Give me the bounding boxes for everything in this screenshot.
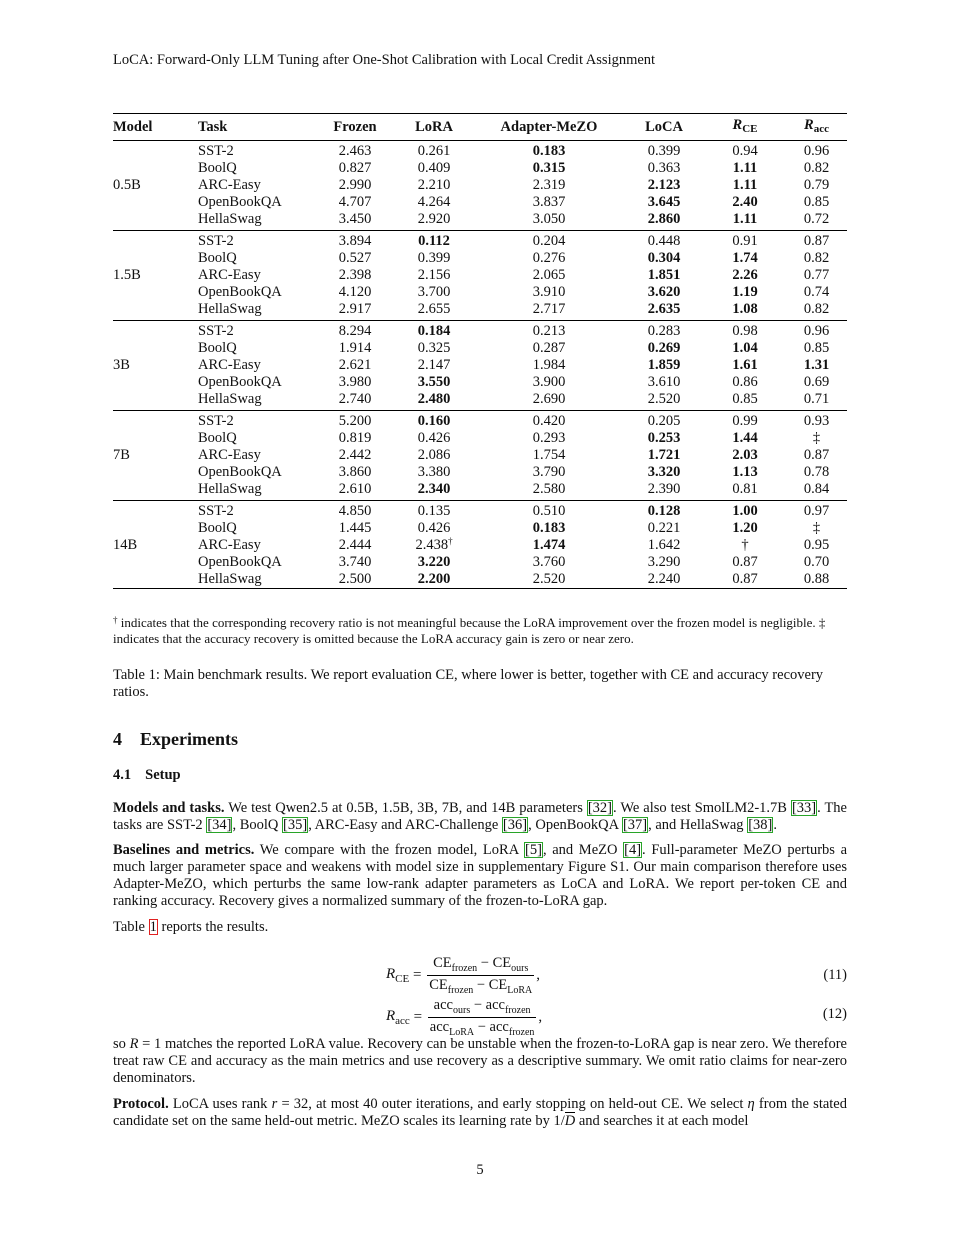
rce-cell: 1.08 xyxy=(704,301,786,321)
table-row xyxy=(113,160,847,177)
col-loca: LoCA xyxy=(624,114,704,141)
racc-cell: 0.82 xyxy=(803,160,830,176)
racc-cell: 0.82 xyxy=(803,250,830,266)
lora-cell: 2.200 xyxy=(394,571,474,589)
rce-cell: 1.19 xyxy=(732,284,758,300)
task-cell: HellaSwag xyxy=(198,211,316,231)
racc-cell: 0.88 xyxy=(786,571,847,589)
lora-cell: 0.409 xyxy=(417,160,451,176)
model-cell: 1.5B xyxy=(113,267,141,283)
results-table xyxy=(113,113,847,589)
equation-rce: $R_{CE}$ = $\frac{CE_{frozen} - CE_{ours}}{CE_{frozen} - CE_{LoRA}}$ , xyxy=(386,955,540,996)
lora-cell: 4.264 xyxy=(417,194,451,210)
loca-cell: 3.610 xyxy=(647,374,681,390)
frozen-cell: 8.294 xyxy=(338,323,372,339)
mezo-cell: 0.287 xyxy=(532,340,566,356)
model-cell xyxy=(113,430,198,447)
mezo-cell: 0.204 xyxy=(532,233,566,249)
lora-cell: 0.160 xyxy=(417,413,451,429)
model-cell xyxy=(113,321,198,341)
loca-cell: 2.860 xyxy=(624,211,704,231)
table-row xyxy=(113,177,847,194)
rce-cell: 1.13 xyxy=(732,464,758,480)
racc-cell: 0.96 xyxy=(803,143,830,159)
rce-cell: 1.44 xyxy=(732,430,758,446)
frozen-cell: 3.980 xyxy=(338,374,372,390)
mezo-cell: 1.984 xyxy=(532,357,566,373)
racc-cell: ‡ xyxy=(812,430,821,446)
mezo-cell: 0.420 xyxy=(532,413,566,429)
racc-cell: 0.79 xyxy=(803,177,830,193)
equation-racc: $R_{acc}$ = $\frac{acc_{ours} - acc_{frozen}}{acc_{LoRA} - acc_{frozen}}$ , xyxy=(386,997,543,1038)
mezo-cell: 2.580 xyxy=(474,481,624,501)
racc-cell: 0.71 xyxy=(786,391,847,411)
paragraph-table-ref: Table 1 reports the results. xyxy=(113,919,269,935)
frozen-cell: 5.200 xyxy=(338,413,372,429)
rce-cell: 0.98 xyxy=(732,323,758,339)
task-cell: BoolQ xyxy=(198,250,237,266)
lora-cell: 0.112 xyxy=(418,233,450,249)
task-cell: BoolQ xyxy=(198,520,237,536)
table-row xyxy=(113,250,847,267)
loca-cell: 1.859 xyxy=(647,357,681,373)
rce-cell: 1.74 xyxy=(732,250,758,266)
frozen-cell: 3.894 xyxy=(338,233,372,249)
model-cell: 0.5B xyxy=(113,177,141,193)
section-heading: 4 Experiments xyxy=(113,729,238,749)
table-row xyxy=(113,211,847,231)
dagger-mark: † xyxy=(113,615,118,625)
racc-cell: 0.97 xyxy=(803,503,830,519)
table-row xyxy=(113,554,847,571)
task-cell: OpenBookQA xyxy=(198,554,282,570)
model-cell xyxy=(113,501,198,521)
lora-cell: 0.325 xyxy=(417,340,451,356)
model-cell xyxy=(113,571,198,589)
rce-cell: 1.11 xyxy=(704,211,786,231)
table-row xyxy=(113,301,847,321)
mezo-cell: 3.760 xyxy=(532,554,566,570)
model-cell xyxy=(113,340,198,357)
racc-cell: 0.82 xyxy=(786,301,847,321)
table-row xyxy=(113,194,847,211)
lora-cell: 2.920 xyxy=(394,211,474,231)
task-cell: BoolQ xyxy=(198,160,237,176)
rce-cell: 0.87 xyxy=(704,571,786,589)
model-cell xyxy=(113,194,198,211)
col-frozen: Frozen xyxy=(316,114,394,141)
loca-cell: 2.635 xyxy=(624,301,704,321)
frozen-cell: 2.500 xyxy=(316,571,394,589)
mezo-cell: 0.276 xyxy=(532,250,566,266)
equation-number: (12) xyxy=(822,1006,847,1022)
lora-cell: 3.700 xyxy=(417,284,451,300)
frozen-cell: 2.398 xyxy=(338,267,372,283)
model-cell xyxy=(113,374,198,391)
paragraph-recovery: so R = 1 matches the reported LoRA value. Recovery can be unstable when the frozen-to-LoRA gap is near zero. We therefore treat raw CE and accuracy as the main metrics and use recovery as a descriptive summary. We omit ratio claims for near-zero denominators. xyxy=(113,1036,847,1086)
racc-cell: 0.85 xyxy=(803,340,830,356)
loca-cell: 2.520 xyxy=(624,391,704,411)
model-cell xyxy=(113,391,198,411)
table-caption: Table 1: Main benchmark results. We report evaluation CE, where lower is better, together with CE and accuracy recovery ratios. xyxy=(113,667,824,700)
table-row xyxy=(113,141,847,161)
rce-cell: 1.20 xyxy=(732,520,758,536)
lora-cell: 2.340 xyxy=(394,481,474,501)
frozen-cell: 2.917 xyxy=(316,301,394,321)
task-cell: OpenBookQA xyxy=(198,464,282,480)
rce-cell: 0.94 xyxy=(732,143,758,159)
lora-cell: 2.480 xyxy=(394,391,474,411)
racc-cell: 0.72 xyxy=(786,211,847,231)
page-number: 5 xyxy=(476,1162,484,1178)
mezo-cell: 0.315 xyxy=(532,160,566,176)
table-row xyxy=(113,357,847,374)
citation-link[interactable]: [33] xyxy=(791,800,817,816)
frozen-cell: 2.463 xyxy=(338,143,372,159)
frozen-cell: 1.445 xyxy=(338,520,372,536)
rce-cell: 0.81 xyxy=(704,481,786,501)
lora-cell: 3.220 xyxy=(417,554,451,570)
frozen-cell: 2.990 xyxy=(338,177,372,193)
racc-cell: 0.84 xyxy=(786,481,847,501)
mezo-cell: 1.754 xyxy=(532,447,566,463)
task-cell: HellaSwag xyxy=(198,571,316,589)
mezo-cell: 1.474 xyxy=(532,537,566,553)
rce-cell: 1.61 xyxy=(732,357,758,373)
table-row xyxy=(113,481,847,501)
mezo-cell: 0.293 xyxy=(532,430,566,446)
task-cell: SST-2 xyxy=(198,503,234,519)
loca-cell: 0.205 xyxy=(647,413,681,429)
mezo-cell: 2.319 xyxy=(532,177,566,193)
loca-cell: 0.448 xyxy=(647,233,681,249)
loca-cell: 2.240 xyxy=(624,571,704,589)
task-cell: HellaSwag xyxy=(198,391,316,411)
racc-cell: 0.95 xyxy=(803,537,830,553)
lora-cell: 2.655 xyxy=(394,301,474,321)
lora-cell: 3.550 xyxy=(417,374,451,390)
task-cell: OpenBookQA xyxy=(198,194,282,210)
loca-cell: 3.320 xyxy=(647,464,681,480)
loca-cell: 1.642 xyxy=(647,537,681,553)
rce-cell: 2.40 xyxy=(732,194,758,210)
task-cell: SST-2 xyxy=(198,233,234,249)
racc-cell: 0.87 xyxy=(803,233,830,249)
frozen-cell: 2.444 xyxy=(338,537,372,553)
racc-cell: 0.78 xyxy=(803,464,830,480)
rce-cell: 0.85 xyxy=(704,391,786,411)
model-cell xyxy=(113,481,198,501)
rce-cell: 1.11 xyxy=(732,177,758,193)
racc-cell: 0.96 xyxy=(803,323,830,339)
loca-cell: 0.221 xyxy=(647,520,681,536)
frozen-cell: 0.819 xyxy=(338,430,372,446)
frozen-cell: 4.707 xyxy=(338,194,372,210)
table-row xyxy=(113,520,847,537)
citation-link[interactable]: [32] xyxy=(587,800,613,816)
rce-cell: 1.04 xyxy=(732,340,758,356)
model-cell xyxy=(113,411,198,431)
task-cell: SST-2 xyxy=(198,143,234,159)
mezo-cell: 2.717 xyxy=(474,301,624,321)
lora-cell: 0.426 xyxy=(417,430,451,446)
model-cell xyxy=(113,141,198,161)
lora-cell: 3.380 xyxy=(417,464,451,480)
loca-cell: 2.123 xyxy=(647,177,681,193)
task-cell: ARC-Easy xyxy=(198,267,261,283)
racc-cell: 0.69 xyxy=(803,374,830,390)
rce-cell: 1.11 xyxy=(732,160,758,176)
loca-cell: 3.645 xyxy=(647,194,681,210)
citation-link[interactable]: [37] xyxy=(622,817,648,833)
footnote-text: indicates that the corresponding recovery ratio is not meaningful because the LoRA improvement over the frozen model is negligible. ‡ indicates that the accuracy recovery is omitted because the LoRA accuracy gain is zero or near zero. xyxy=(113,615,826,646)
model-cell xyxy=(113,250,198,267)
mezo-cell: 3.900 xyxy=(532,374,566,390)
table-row xyxy=(113,501,847,521)
citation-link[interactable]: [4] xyxy=(624,842,642,858)
task-cell: HellaSwag xyxy=(198,301,316,321)
frozen-cell: 3.450 xyxy=(316,211,394,231)
frozen-cell: 3.740 xyxy=(338,554,372,570)
racc-cell: 0.85 xyxy=(803,194,830,210)
table-row xyxy=(113,571,847,589)
loca-cell: 3.620 xyxy=(647,284,681,300)
frozen-cell: 2.740 xyxy=(316,391,394,411)
frozen-cell: 4.850 xyxy=(338,503,372,519)
table-footnote xyxy=(113,615,847,647)
table-row xyxy=(113,321,847,341)
loca-cell: 1.851 xyxy=(647,267,681,283)
task-cell: ARC-Easy xyxy=(198,447,261,463)
frozen-cell: 2.621 xyxy=(338,357,372,373)
col-adapter-mezo: Adapter-MeZO xyxy=(474,114,624,141)
rce-cell: 0.87 xyxy=(732,554,758,570)
lora-cell: 2.147 xyxy=(417,357,451,373)
task-cell: ARC-Easy xyxy=(198,537,261,553)
equation-number: (11) xyxy=(823,967,847,983)
loca-cell: 0.363 xyxy=(647,160,681,176)
frozen-cell: 1.914 xyxy=(338,340,372,356)
table-row xyxy=(113,374,847,391)
rce-cell: 2.26 xyxy=(732,267,758,283)
table-link[interactable]: 1 xyxy=(149,919,157,935)
model-cell xyxy=(113,520,198,537)
model-cell xyxy=(113,231,198,251)
lora-cell: 2.210 xyxy=(417,177,451,193)
model-cell xyxy=(113,554,198,571)
subsection-heading: 4.1 Setup xyxy=(113,767,181,783)
model-cell xyxy=(113,464,198,481)
table-row xyxy=(113,411,847,431)
task-cell: BoolQ xyxy=(198,340,237,356)
task-cell: OpenBookQA xyxy=(198,374,282,390)
lora-cell: 2.438† xyxy=(415,536,453,553)
lora-cell: 0.135 xyxy=(417,503,451,519)
racc-cell: 0.70 xyxy=(803,554,830,570)
loca-cell: 0.253 xyxy=(647,430,681,446)
dagger-mark: † xyxy=(448,536,453,546)
paragraph-baselines: Baselines and metrics. We compare with the frozen model, LoRA [5], and MeZO [4]. Full-parameter MeZO perturbs a much larger parameter space and weakens with model size in supplementary Figure S1. Our main comparison therefore uses Adapter-MeZO, which perturbs the same low-rank adapter parameters as LoCA and LoRA. We report per-token CE and ranking accuracy. Recovery gives a normalized summary of the frozen-to-LoRA gap. xyxy=(113,842,848,909)
col-racc: $R_{acc}$ xyxy=(786,114,847,141)
racc-cell: 0.93 xyxy=(803,413,830,429)
task-cell: ARC-Easy xyxy=(198,177,261,193)
mezo-cell: 3.050 xyxy=(474,211,624,231)
mezo-cell: 3.790 xyxy=(532,464,566,480)
running-header: LoCA: Forward-Only LLM Tuning after One-Shot Calibration with Local Credit Assignment xyxy=(113,52,656,68)
loca-cell: 1.721 xyxy=(647,447,681,463)
frozen-cell: 3.860 xyxy=(338,464,372,480)
model-cell xyxy=(113,284,198,301)
mezo-cell: 2.065 xyxy=(532,267,566,283)
paragraph-protocol: Protocol. LoCA uses rank r = 32, at most 40 outer iterations, and early stopping on held-out CE. We select η from the stated candidate set on the same held-out metric. MeZO scales its learning rate by 1/D and searches it at each model xyxy=(113,1096,847,1129)
rce-cell: 2.03 xyxy=(732,447,758,463)
loca-cell: 0.128 xyxy=(647,503,681,519)
lora-cell: 0.399 xyxy=(417,250,451,266)
loca-cell: 0.269 xyxy=(647,340,681,356)
model-cell xyxy=(113,160,198,177)
table-row xyxy=(113,284,847,301)
loca-cell: 3.290 xyxy=(647,554,681,570)
citation-link[interactable]: [34] xyxy=(207,817,232,833)
model-cell xyxy=(113,301,198,321)
racc-cell: 0.87 xyxy=(803,447,830,463)
model-cell: 7B xyxy=(113,447,130,463)
col-model: Model xyxy=(113,114,198,141)
frozen-cell: 2.442 xyxy=(338,447,372,463)
table-row xyxy=(113,447,847,464)
lora-cell: 0.426 xyxy=(417,520,451,536)
mezo-cell: 2.690 xyxy=(474,391,624,411)
table-row xyxy=(113,537,847,554)
lora-cell: 2.156 xyxy=(417,267,451,283)
rce-cell: † xyxy=(741,537,749,553)
table-row xyxy=(113,430,847,447)
task-cell: OpenBookQA xyxy=(198,284,282,300)
mezo-cell: 0.213 xyxy=(532,323,566,339)
table-row xyxy=(113,267,847,284)
loca-cell: 0.399 xyxy=(647,143,681,159)
mezo-cell: 0.183 xyxy=(532,520,566,536)
task-cell: ARC-Easy xyxy=(198,357,261,373)
mezo-cell: 3.837 xyxy=(532,194,566,210)
racc-cell: 1.31 xyxy=(803,357,830,373)
task-cell: BoolQ xyxy=(198,430,237,446)
col-rce: $R_{CE}$ xyxy=(704,114,786,141)
frozen-cell: 4.120 xyxy=(338,284,372,300)
lora-cell: 2.086 xyxy=(417,447,451,463)
paragraph-models-tasks: Models and tasks. We test Qwen2.5 at 0.5B, 1.5B, 3B, 7B, and 14B parameters [32]. We also test SmolLM2-1.7B [33]. The tasks are SST-2 [34], BoolQ [35], ARC-Easy and ARC-Challenge [36], OpenBookQA [37], and HellaSwag [38]. xyxy=(113,800,847,833)
lora-cell: 0.261 xyxy=(417,143,451,159)
citation-link[interactable]: [36] xyxy=(502,817,528,833)
task-cell: SST-2 xyxy=(198,323,234,339)
table-row xyxy=(113,391,847,411)
table-row xyxy=(113,231,847,251)
loca-cell: 0.283 xyxy=(647,323,681,339)
frozen-cell: 2.610 xyxy=(316,481,394,501)
rce-cell: 1.00 xyxy=(732,503,758,519)
mezo-cell: 0.510 xyxy=(532,503,566,519)
loca-cell: 2.390 xyxy=(624,481,704,501)
table-row xyxy=(113,340,847,357)
model-cell: 3B xyxy=(113,357,130,373)
rce-cell: 0.91 xyxy=(732,233,758,249)
lora-cell: 0.184 xyxy=(417,323,451,339)
racc-cell: 0.74 xyxy=(803,284,830,300)
racc-cell: 0.77 xyxy=(803,267,830,283)
task-cell: HellaSwag xyxy=(198,481,316,501)
citation-link[interactable]: [38] xyxy=(748,817,773,833)
mezo-cell: 2.520 xyxy=(474,571,624,589)
col-lora: LoRA xyxy=(394,114,474,141)
model-cell xyxy=(113,211,198,231)
citation-link[interactable]: [35] xyxy=(283,817,308,833)
table-header-row xyxy=(113,114,847,141)
frozen-cell: 0.527 xyxy=(338,250,372,266)
loca-cell: 0.304 xyxy=(647,250,681,266)
citation-link[interactable]: [5] xyxy=(525,842,542,858)
task-cell: SST-2 xyxy=(198,413,234,429)
mezo-cell: 3.910 xyxy=(532,284,566,300)
model-cell: 14B xyxy=(113,537,138,553)
table-row xyxy=(113,464,847,481)
mezo-cell: 0.183 xyxy=(532,143,566,159)
rce-cell: 0.99 xyxy=(732,413,758,429)
rce-cell: 0.86 xyxy=(732,374,758,390)
col-task: Task xyxy=(198,114,316,141)
racc-cell: ‡ xyxy=(812,520,821,536)
frozen-cell: 0.827 xyxy=(338,160,372,176)
